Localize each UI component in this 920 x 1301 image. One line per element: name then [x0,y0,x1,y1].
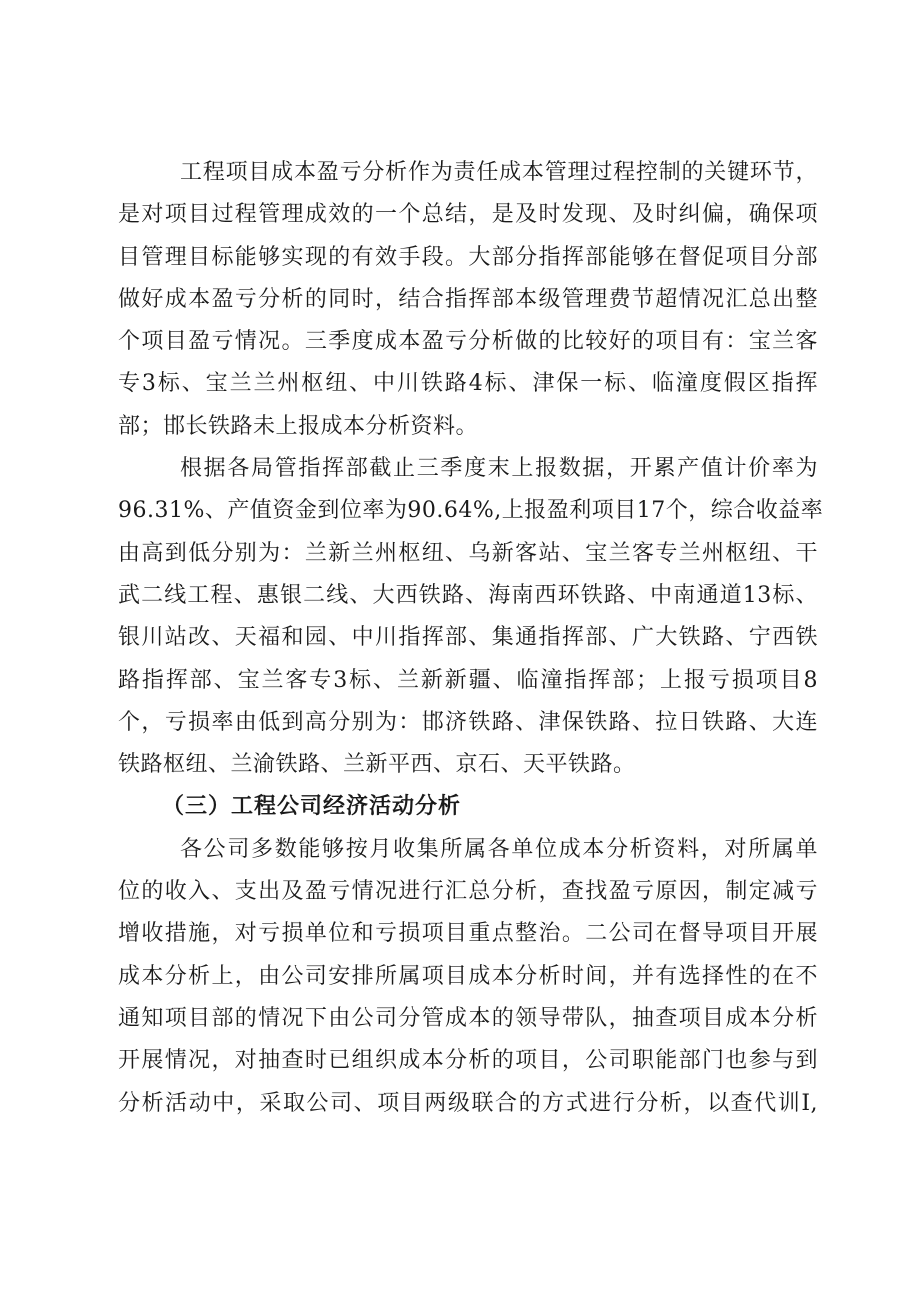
paragraph-line: 96.31%、产值资金到位率为90.64%,上报盈利项目17个，综合收益率 [118,498,824,524]
paragraph-line: 分析活动中，采取公司、项目两级联合的方式进行分析，以查代训I, [118,1090,818,1116]
paragraph-line: 个，亏损率由低到高分别为：邯济铁路、津保铁路、拉日铁路、大连 [118,709,818,735]
paragraph-line: 开展情况，对抽查时已组织成本分析的项目，公司职能部门也参与到 [118,1048,818,1074]
paragraph-line: 是对项目过程管理成效的一个总结，是及时发现、及时纠偏，确保项 [118,202,818,228]
paragraph-line: 铁路枢纽、兰渝铁路、兰新平西、京石、天平铁路。 [118,752,636,778]
paragraph-line: 做好成本盈亏分析的同时，结合指挥部本级管理费节超情况汇总出整 [118,286,818,312]
section-heading: （三）工程公司经济活动分析 [162,794,462,820]
paragraph-line: 路指挥部、宝兰客专3标、兰新新疆、临潼指挥部；上报亏损项目8 [118,667,818,693]
paragraph-company-analysis [118,829,818,1125]
paragraph-line: 位的收入、支出及盈亏情况进行汇总分析，查找盈亏原因，制定减亏 [118,879,818,905]
paragraph-line: 各公司多数能够按月收集所属各单位成本分析资料，对所属单 [180,836,818,862]
document-body [118,152,824,1125]
paragraph-line: 专3标、宝兰兰州枢纽、中川铁路4标、津保一标、临潼度假区指挥 [118,371,818,397]
paragraph-reported-data [118,448,824,786]
paragraph-line: 武二线工程、惠银二线、大西铁路、海南西环铁路、中南通道13标、 [118,582,818,608]
paragraph-line: 通知项目部的情况下由公司分管成本的领导带队，抽查项目成本分析 [118,1005,818,1031]
paragraph-line: 成本分析上，由公司安排所属项目成本分析时间，并有选择性的在不 [118,963,818,989]
paragraph-line: 工程项目成本盈亏分析作为责任成本管理过程控制的关键环节， [180,160,818,185]
paragraph-line: 根据各局管指挥部截止三季度末上报数据，开累产值计价率为 [180,456,818,482]
paragraph-line: 个项目盈亏情况。三季度成本盈亏分析做的比较好的项目有：宝兰客 [118,329,818,355]
paragraph-line: 目管理目标能够实现的有效手段。大部分指挥部能够在督促项目分部 [118,244,818,270]
paragraph-line: 由高到低分别为：兰新兰州枢纽、乌新客站、宝兰客专兰州枢纽、干 [118,540,818,566]
paragraph-cost-analysis [118,152,818,448]
paragraph-line: 部；邯长铁路未上报成本分析资料。 [118,413,479,439]
paragraph-line: 银川站改、天福和园、中川指挥部、集通指挥部、广大铁路、宁西铁 [118,625,818,651]
paragraph-line: 增收措施，对亏损单位和亏损项目重点整治。二公司在督导项目开展 [118,921,818,947]
